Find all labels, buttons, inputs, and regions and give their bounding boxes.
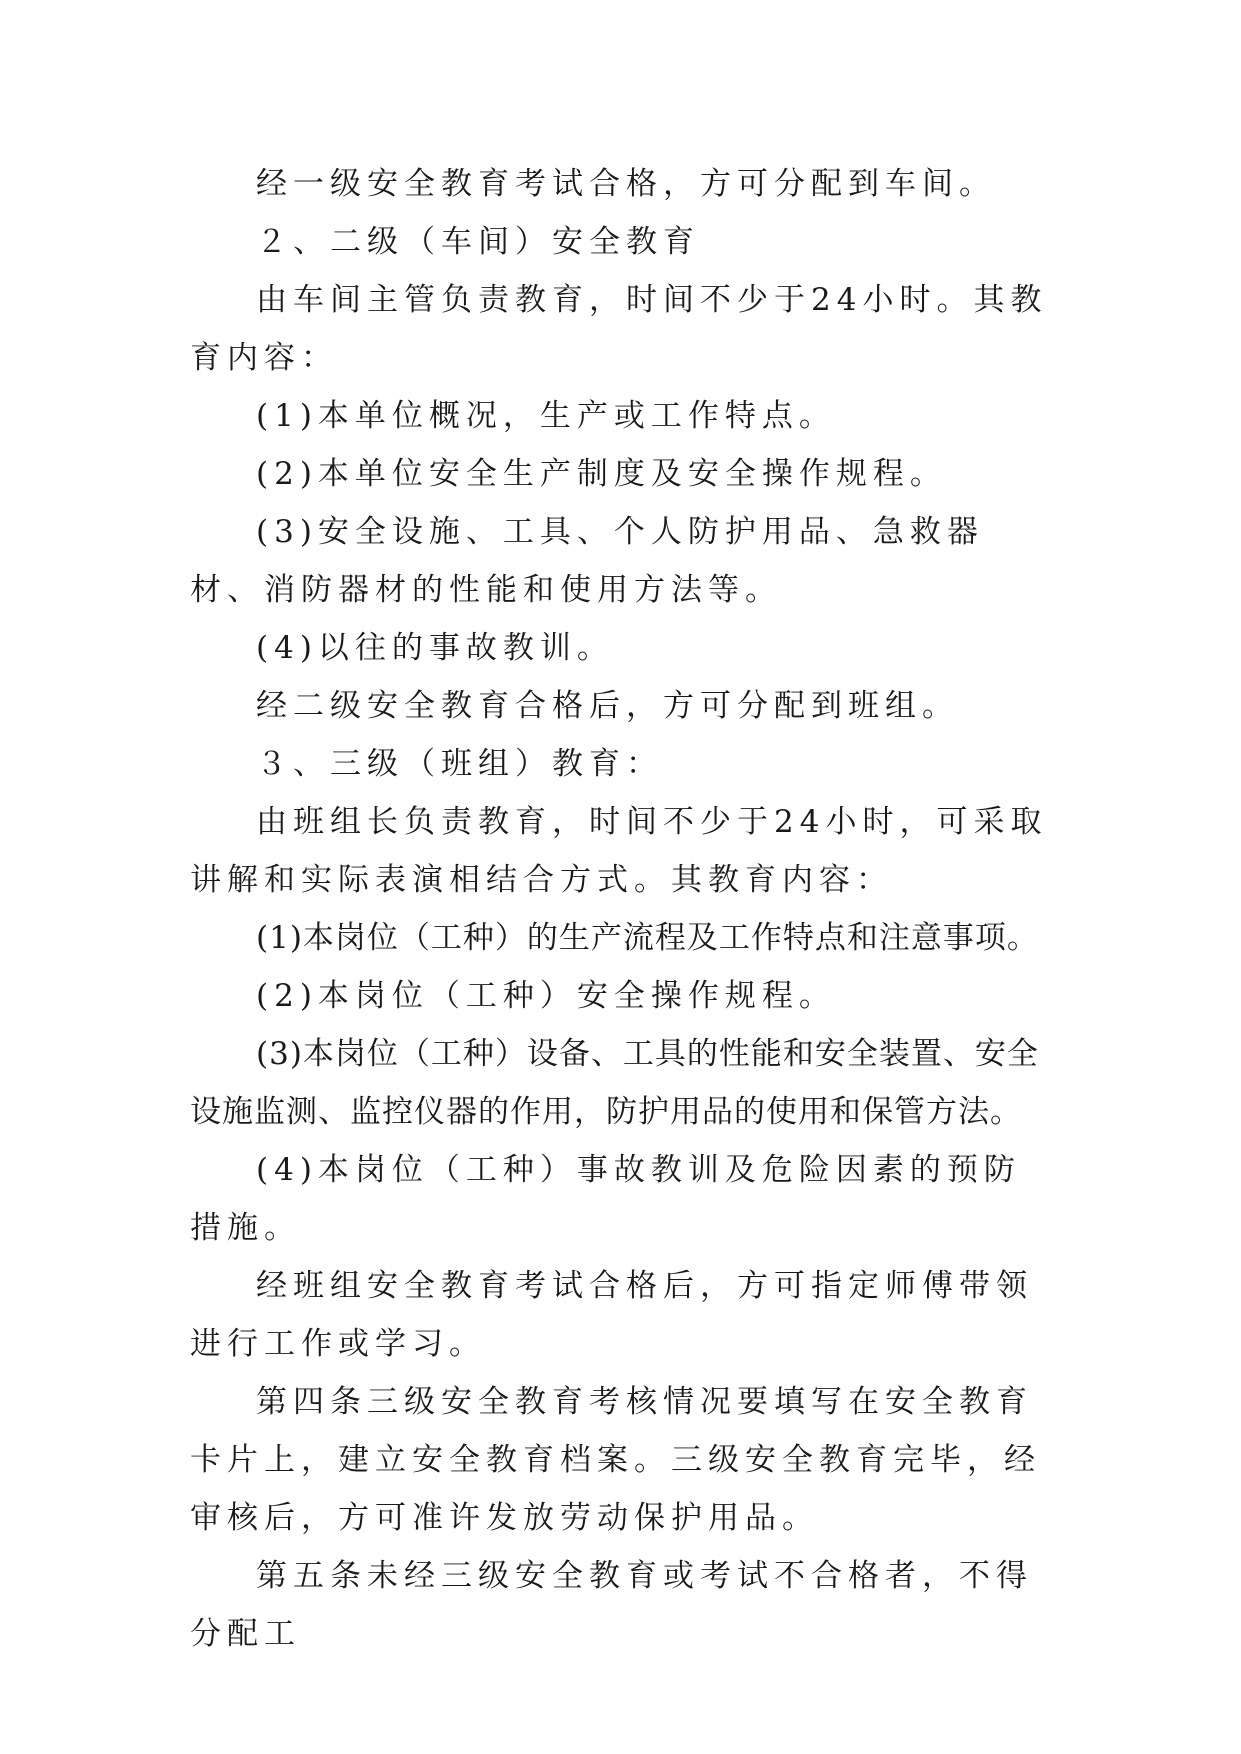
paragraph-level3-pass: 经班组安全教育考试合格后，方可指定师傅带领进行工作或学习。 bbox=[190, 1268, 1033, 1362]
paragraph-level3-intro: 由班组长负责教育，时间不少于24小时，可采取讲解和实际表演相结合方式。其教育内容： bbox=[190, 804, 1048, 898]
list-item-level2-2: (2)本单位安全生产制度及安全操作规程。 bbox=[256, 456, 947, 492]
list-item-level3-3: (3)本岗位（工种）设备、工具的性能和安全装置、安全设施监测、监控仪器的作用，防护用品的使用和保管方法。 bbox=[190, 1036, 1039, 1130]
list-item-level3-1: (1)本岗位（工种）的生产流程及工作特点和注意事项。 bbox=[256, 920, 1039, 956]
heading-level2-education: ２、二级（车间）安全教育 bbox=[256, 224, 700, 260]
list-item-level3-4: (4)本岗位（工种）事故教训及危险因素的预防措施。 bbox=[190, 1152, 1021, 1246]
document-body bbox=[190, 155, 1050, 1663]
heading-level3-education: ３、三级（班组）教育： bbox=[256, 746, 663, 782]
list-item-level2-3: (3)安全设施、工具、个人防护用品、急救器材、消防器材的性能和使用方法等。 bbox=[190, 514, 984, 608]
list-item-level2-4: (4)以往的事故教训。 bbox=[256, 630, 614, 666]
article-five: 第五条未经三级安全教育或考试不合格者，不得分配工 bbox=[190, 1558, 1033, 1652]
paragraph-level1-pass: 经一级安全教育考试合格，方可分配到车间。 bbox=[256, 166, 996, 202]
list-item-level2-1: (1)本单位概况，生产或工作特点。 bbox=[256, 398, 836, 434]
paragraph-level2-pass: 经二级安全教育合格后，方可分配到班组。 bbox=[256, 688, 959, 724]
article-four: 第四条三级安全教育考核情况要填写在安全教育卡片上，建立安全教育档案。三级安全教育完毕，经审核后，方可准许发放劳动保护用品。 bbox=[190, 1384, 1041, 1536]
paragraph-level2-intro: 由车间主管负责教育，时间不少于24小时。其教育内容： bbox=[190, 282, 1048, 376]
list-item-level3-2: (2)本岗位（工种）安全操作规程。 bbox=[256, 978, 836, 1014]
